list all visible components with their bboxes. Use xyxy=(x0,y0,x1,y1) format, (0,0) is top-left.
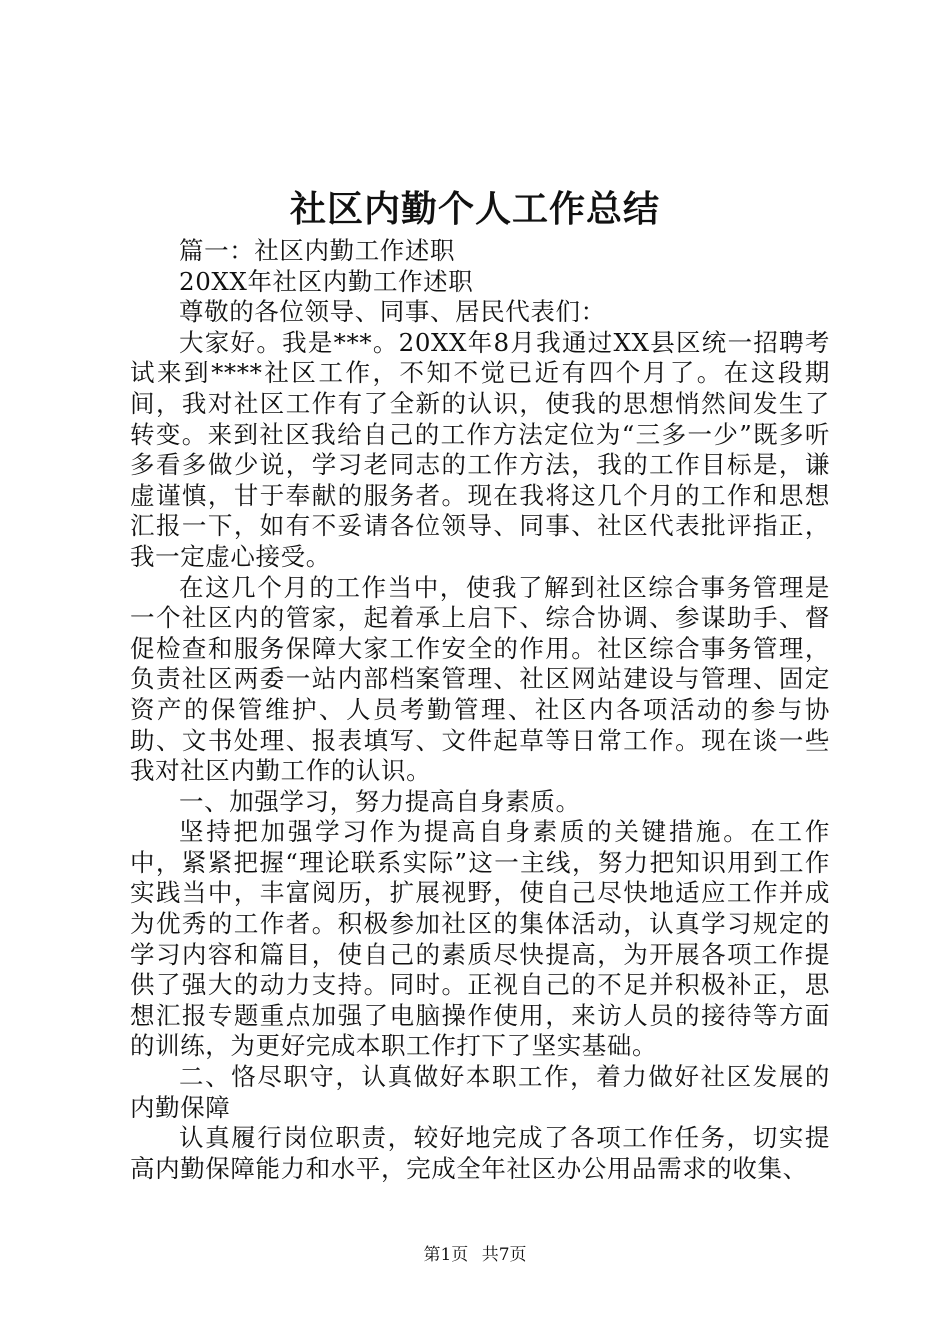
page-footer xyxy=(0,1243,950,1267)
salutation: 尊敬的各位领导、同事、居民代表们： xyxy=(179,297,606,327)
subtitle: 20XX年社区内勤工作述职 xyxy=(179,266,474,296)
section-heading: 二、恪尽职守，认真做好本职工作，着力做好社区发展的内勤保障 xyxy=(130,1062,830,1122)
section-heading: 一、加强学习，努力提高自身素质。 xyxy=(179,786,581,816)
page-total: 共7页 xyxy=(481,1245,527,1265)
page-number: 第1页 xyxy=(423,1245,469,1265)
paragraph: 在这几个月的工作当中，使我了解到社区综合事务管理是一个社区内的管家，起着承上启下、综合协调、参谋助手、督促检查和服务保障大家工作安全的作用。社区综合事务管理，负责社区两委一站内部档案管理、社区网站建设与管理、固定资产的保管维护、人员考勤管理、社区内各项活动的参与协助、文书处理、报表填写、文件起草等日常工作。现在谈一些我对社区内勤工作的认识。 xyxy=(130,572,830,786)
section-label: 篇一：社区内勤工作述职 xyxy=(179,236,456,265)
paragraph: 认真履行岗位职责，较好地完成了各项工作任务，切实提高内勤保障能力和水平，完成全年社区办公用品需求的收集、 xyxy=(130,1123,830,1183)
paragraph: 坚持把加强学习作为提高自身素质的关键措施。在工作中，紧紧把握“理论联系实际”这一主线，努力把知识用到工作实践当中，丰富阅历，扩展视野，使自己尽快地适应工作并成为优秀的工作者。积极参加社区的集体活动，认真学习规定的学习内容和篇目，使自己的素质尽快提高，为开展各项工作提供了强大的动力支持。同时。正视自己的不足并积极补正，思想汇报专题重点加强了电脑操作使用，来访人员的接待等方面的训练，为更好完成本职工作打下了坚实基础。 xyxy=(130,817,830,1061)
document-body xyxy=(130,236,830,1184)
paragraph: 大家好。我是***。20XX年8月我通过XX县区统一招聘考试来到****社区工作，不知不觉已近有四个月了。在这段期间，我对社区工作有了全新的认识，使我的思想悄然间发生了转变。来到社区我给自己的工作方法定位为“三多一少”既多听多看多做少说，学习老同志的工作方法，我的工作目标是，谦虚谨慎，甘于奉献的服务者。现在我将这几个月的工作和思想汇报一下，如有不妥请各位领导、同事、社区代表批评指正，我一定虚心接受。 xyxy=(130,327,830,571)
document-title: 社区内勤个人工作总结 xyxy=(289,188,660,230)
